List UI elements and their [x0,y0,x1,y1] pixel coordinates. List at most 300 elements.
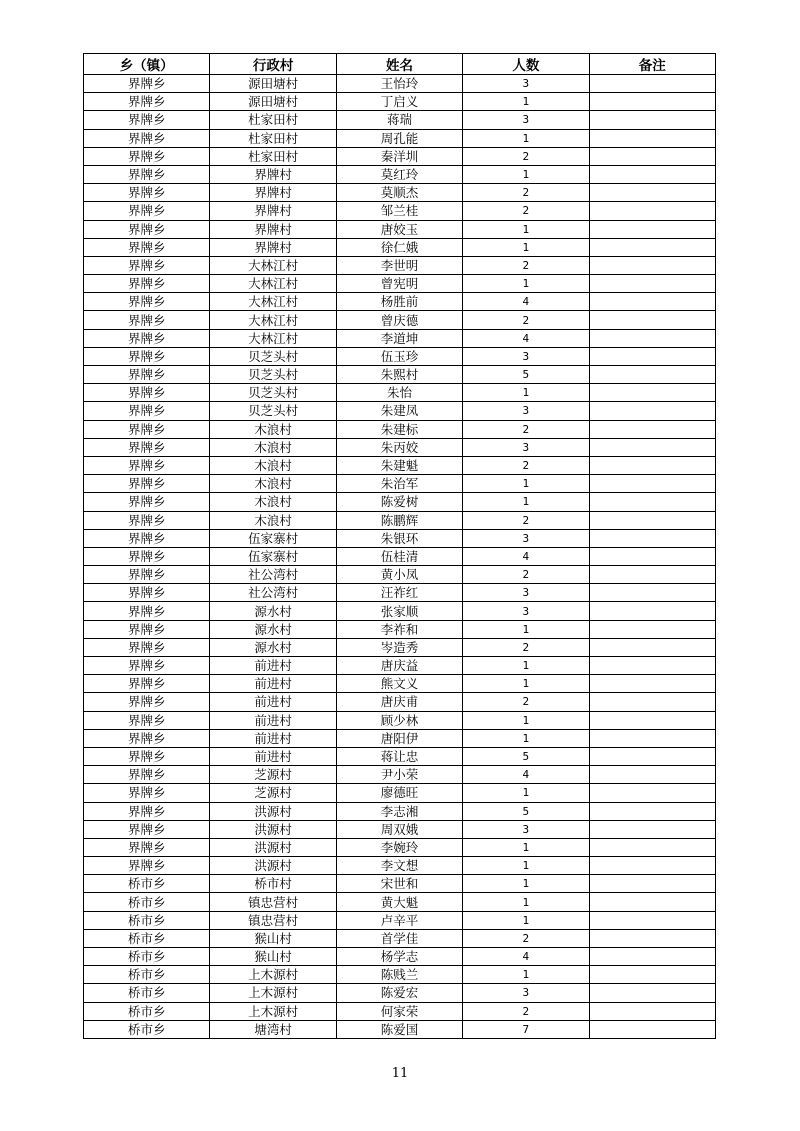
cell-township: 界牌乡 [84,220,210,238]
cell-remarks [589,366,715,384]
cell-name: 何家荣 [336,1002,462,1020]
cell-village: 木浪村 [210,493,336,511]
cell-name: 张家顺 [336,602,462,620]
table-row [84,493,716,511]
cell-township: 界牌乡 [84,256,210,274]
cell-township: 界牌乡 [84,311,210,329]
table-row [84,256,716,274]
cell-township: 界牌乡 [84,329,210,347]
table-row [84,675,716,693]
cell-township: 界牌乡 [84,293,210,311]
cell-township: 界牌乡 [84,693,210,711]
cell-count: 2 [463,184,589,202]
cell-name: 陈鹏辉 [336,511,462,529]
cell-count: 2 [463,511,589,529]
cell-remarks [589,529,715,547]
cell-count: 1 [463,620,589,638]
cell-count: 2 [463,638,589,656]
cell-township: 界牌乡 [84,766,210,784]
cell-remarks [589,875,715,893]
cell-remarks [589,384,715,402]
table-row [84,1020,716,1038]
header-township: 乡（镇） [84,54,210,75]
cell-name: 李婉玲 [336,838,462,856]
cell-count: 1 [463,911,589,929]
cell-village: 源田塘村 [210,93,336,111]
page-number: 11 [391,1066,409,1081]
cell-remarks [589,984,715,1002]
cell-name: 蒋让忠 [336,747,462,765]
cell-village: 贝芝头村 [210,366,336,384]
table-row [84,620,716,638]
cell-remarks [589,747,715,765]
cell-count: 3 [463,984,589,1002]
cell-count: 1 [463,966,589,984]
table-row [84,784,716,802]
cell-count: 1 [463,875,589,893]
cell-count: 3 [463,584,589,602]
cell-name: 黄大魁 [336,893,462,911]
cell-township: 界牌乡 [84,111,210,129]
cell-name: 陈爱国 [336,1020,462,1038]
table-row [84,529,716,547]
cell-name: 汪祚红 [336,584,462,602]
table-row [84,838,716,856]
cell-township: 界牌乡 [84,129,210,147]
cell-count: 1 [463,657,589,675]
cell-count: 7 [463,1020,589,1038]
cell-township: 界牌乡 [84,75,210,93]
cell-count: 1 [463,129,589,147]
cell-village: 前进村 [210,747,336,765]
cell-name: 唐阳伊 [336,729,462,747]
table-row [84,311,716,329]
cell-remarks [589,238,715,256]
table-row [84,693,716,711]
cell-township: 桥市乡 [84,875,210,893]
cell-name: 莫顺杰 [336,184,462,202]
cell-remarks [589,511,715,529]
cell-name: 杨学志 [336,948,462,966]
cell-township: 桥市乡 [84,1020,210,1038]
cell-village: 界牌村 [210,184,336,202]
cell-village: 镇忠营村 [210,911,336,929]
cell-township: 界牌乡 [84,566,210,584]
cell-township: 界牌乡 [84,402,210,420]
cell-township: 界牌乡 [84,202,210,220]
cell-township: 界牌乡 [84,275,210,293]
cell-remarks [589,129,715,147]
cell-count: 1 [463,220,589,238]
roster-table [83,53,716,1039]
cell-count: 3 [463,75,589,93]
cell-count: 2 [463,202,589,220]
cell-name: 朱治军 [336,475,462,493]
table-row [84,875,716,893]
table-row [84,984,716,1002]
table-header-row [84,54,716,75]
cell-village: 塘湾村 [210,1020,336,1038]
cell-name: 卢辛平 [336,911,462,929]
cell-name: 朱银环 [336,529,462,547]
cell-count: 3 [463,529,589,547]
cell-remarks [589,438,715,456]
cell-remarks [589,1002,715,1020]
cell-township: 界牌乡 [84,657,210,675]
cell-remarks [589,802,715,820]
cell-township: 界牌乡 [84,620,210,638]
cell-village: 洪源村 [210,838,336,856]
table-row [84,547,716,565]
cell-village: 木浪村 [210,475,336,493]
cell-count: 2 [463,420,589,438]
cell-village: 洪源村 [210,857,336,875]
cell-count: 1 [463,784,589,802]
cell-count: 3 [463,111,589,129]
cell-township: 界牌乡 [84,184,210,202]
table-row [84,347,716,365]
cell-name: 朱熙村 [336,366,462,384]
cell-count: 1 [463,711,589,729]
table-row [84,893,716,911]
cell-name: 丁启义 [336,93,462,111]
cell-remarks [589,602,715,620]
cell-count: 3 [463,602,589,620]
cell-remarks [589,493,715,511]
cell-remarks [589,784,715,802]
cell-count: 1 [463,838,589,856]
cell-village: 桥市村 [210,875,336,893]
cell-name: 伍桂清 [336,547,462,565]
cell-village: 芝源村 [210,784,336,802]
cell-township: 桥市乡 [84,948,210,966]
cell-count: 1 [463,857,589,875]
cell-remarks [589,256,715,274]
cell-village: 猴山村 [210,929,336,947]
cell-count: 1 [463,93,589,111]
cell-township: 桥市乡 [84,911,210,929]
cell-remarks [589,729,715,747]
cell-name: 周双娥 [336,820,462,838]
cell-name: 陈贱兰 [336,966,462,984]
table-row [84,638,716,656]
cell-name: 廖德旺 [336,784,462,802]
cell-village: 前进村 [210,711,336,729]
cell-township: 桥市乡 [84,893,210,911]
cell-township: 界牌乡 [84,347,210,365]
cell-name: 李道坤 [336,329,462,347]
cell-name: 唐庆益 [336,657,462,675]
cell-name: 李祚和 [336,620,462,638]
table-row [84,766,716,784]
cell-village: 木浪村 [210,456,336,474]
cell-count: 3 [463,438,589,456]
cell-count: 4 [463,329,589,347]
cell-count: 4 [463,766,589,784]
cell-village: 木浪村 [210,511,336,529]
cell-remarks [589,111,715,129]
cell-remarks [589,547,715,565]
table-row [84,93,716,111]
cell-village: 洪源村 [210,820,336,838]
cell-township: 界牌乡 [84,165,210,183]
cell-township: 界牌乡 [84,93,210,111]
cell-township: 桥市乡 [84,1002,210,1020]
cell-township: 界牌乡 [84,529,210,547]
cell-name: 李文想 [336,857,462,875]
cell-count: 4 [463,547,589,565]
cell-remarks [589,75,715,93]
cell-remarks [589,584,715,602]
cell-village: 前进村 [210,729,336,747]
cell-count: 3 [463,347,589,365]
cell-count: 4 [463,293,589,311]
cell-count: 2 [463,1002,589,1020]
table-row [84,602,716,620]
cell-village: 界牌村 [210,202,336,220]
cell-remarks [589,948,715,966]
table-row [84,911,716,929]
cell-remarks [589,311,715,329]
cell-village: 杜家田村 [210,129,336,147]
cell-village: 源水村 [210,638,336,656]
cell-township: 界牌乡 [84,547,210,565]
cell-name: 宋世和 [336,875,462,893]
cell-remarks [589,347,715,365]
cell-remarks [589,657,715,675]
table-row [84,329,716,347]
cell-remarks [589,184,715,202]
cell-name: 顾少林 [336,711,462,729]
cell-remarks [589,147,715,165]
cell-name: 王怡玲 [336,75,462,93]
cell-name: 曾宪明 [336,275,462,293]
cell-township: 界牌乡 [84,238,210,256]
cell-remarks [589,1020,715,1038]
table-row [84,275,716,293]
table-row [84,1002,716,1020]
cell-village: 界牌村 [210,165,336,183]
cell-township: 界牌乡 [84,784,210,802]
cell-count: 1 [463,475,589,493]
cell-name: 首学佳 [336,929,462,947]
cell-remarks [589,929,715,947]
table-row [84,402,716,420]
table-row [84,566,716,584]
table-row [84,820,716,838]
table-row [84,802,716,820]
cell-name: 朱建标 [336,420,462,438]
cell-village: 芝源村 [210,766,336,784]
cell-name: 蒋瑞 [336,111,462,129]
table-row [84,202,716,220]
cell-name: 徐仁娥 [336,238,462,256]
cell-name: 陈爱树 [336,493,462,511]
cell-name: 邹兰桂 [336,202,462,220]
cell-township: 桥市乡 [84,984,210,1002]
cell-count: 2 [463,566,589,584]
cell-township: 界牌乡 [84,420,210,438]
table-row [84,165,716,183]
cell-township: 界牌乡 [84,438,210,456]
cell-remarks [589,475,715,493]
cell-village: 源水村 [210,602,336,620]
cell-village: 上木源村 [210,984,336,1002]
cell-count: 1 [463,238,589,256]
cell-count: 2 [463,456,589,474]
cell-count: 1 [463,165,589,183]
cell-village: 镇忠营村 [210,893,336,911]
table-row [84,929,716,947]
table-row [84,475,716,493]
cell-count: 2 [463,929,589,947]
cell-township: 界牌乡 [84,857,210,875]
table-row [84,747,716,765]
cell-village: 伍家寨村 [210,529,336,547]
header-remarks: 备注 [589,54,715,75]
cell-name: 熊文义 [336,675,462,693]
cell-township: 桥市乡 [84,929,210,947]
table-row [84,184,716,202]
cell-count: 1 [463,893,589,911]
cell-village: 前进村 [210,693,336,711]
table-row [84,711,716,729]
table-row [84,657,716,675]
cell-village: 贝芝头村 [210,402,336,420]
cell-remarks [589,675,715,693]
cell-remarks [589,402,715,420]
cell-village: 上木源村 [210,966,336,984]
cell-village: 界牌村 [210,238,336,256]
cell-village: 大林江村 [210,293,336,311]
cell-remarks [589,820,715,838]
cell-village: 木浪村 [210,420,336,438]
cell-remarks [589,693,715,711]
table-row [84,966,716,984]
cell-remarks [589,857,715,875]
header-name: 姓名 [336,54,462,75]
cell-name: 伍玉珍 [336,347,462,365]
cell-township: 界牌乡 [84,638,210,656]
cell-township: 界牌乡 [84,802,210,820]
cell-township: 界牌乡 [84,675,210,693]
cell-village: 社公湾村 [210,566,336,584]
cell-count: 2 [463,311,589,329]
cell-name: 曾庆德 [336,311,462,329]
table-row [84,729,716,747]
cell-village: 大林江村 [210,311,336,329]
cell-township: 界牌乡 [84,820,210,838]
cell-count: 1 [463,384,589,402]
cell-village: 猴山村 [210,948,336,966]
cell-remarks [589,202,715,220]
table-row [84,238,716,256]
cell-count: 3 [463,402,589,420]
table-row [84,147,716,165]
cell-name: 杨胜前 [336,293,462,311]
cell-count: 2 [463,256,589,274]
cell-count: 3 [463,820,589,838]
cell-remarks [589,911,715,929]
cell-count: 1 [463,675,589,693]
cell-village: 杜家田村 [210,147,336,165]
cell-township: 界牌乡 [84,456,210,474]
table-row [84,438,716,456]
cell-remarks [589,638,715,656]
cell-count: 1 [463,729,589,747]
table-row [84,75,716,93]
cell-count: 1 [463,275,589,293]
cell-name: 朱建魁 [336,456,462,474]
cell-name: 尹小荣 [336,766,462,784]
cell-count: 2 [463,693,589,711]
table-row [84,129,716,147]
cell-village: 贝芝头村 [210,384,336,402]
cell-village: 大林江村 [210,256,336,274]
cell-township: 界牌乡 [84,147,210,165]
cell-name: 秦洋圳 [336,147,462,165]
cell-township: 界牌乡 [84,729,210,747]
cell-township: 界牌乡 [84,475,210,493]
cell-name: 周孔能 [336,129,462,147]
cell-village: 前进村 [210,675,336,693]
cell-remarks [589,220,715,238]
header-count: 人数 [463,54,589,75]
cell-name: 朱怡 [336,384,462,402]
table-row [84,420,716,438]
cell-township: 桥市乡 [84,966,210,984]
cell-village: 社公湾村 [210,584,336,602]
cell-remarks [589,838,715,856]
cell-village: 大林江村 [210,275,336,293]
cell-count: 2 [463,147,589,165]
cell-remarks [589,93,715,111]
table-body [84,75,716,1039]
cell-township: 界牌乡 [84,584,210,602]
table-row [84,384,716,402]
cell-name: 唐庆甫 [336,693,462,711]
cell-remarks [589,165,715,183]
cell-township: 界牌乡 [84,747,210,765]
cell-name: 朱丙姣 [336,438,462,456]
cell-township: 界牌乡 [84,711,210,729]
header-village: 行政村 [210,54,336,75]
cell-count: 1 [463,493,589,511]
table-row [84,584,716,602]
cell-remarks [589,420,715,438]
cell-remarks [589,329,715,347]
cell-village: 贝芝头村 [210,347,336,365]
cell-name: 朱建凤 [336,402,462,420]
cell-name: 陈爱宏 [336,984,462,1002]
cell-village: 杜家田村 [210,111,336,129]
cell-remarks [589,620,715,638]
table-row [84,857,716,875]
cell-township: 界牌乡 [84,838,210,856]
cell-village: 界牌村 [210,220,336,238]
cell-village: 源水村 [210,620,336,638]
cell-village: 伍家寨村 [210,547,336,565]
cell-remarks [589,456,715,474]
cell-name: 莫红玲 [336,165,462,183]
cell-remarks [589,766,715,784]
cell-remarks [589,893,715,911]
cell-village: 上木源村 [210,1002,336,1020]
cell-count: 5 [463,366,589,384]
cell-village: 洪源村 [210,802,336,820]
cell-remarks [589,966,715,984]
cell-village: 大林江村 [210,329,336,347]
